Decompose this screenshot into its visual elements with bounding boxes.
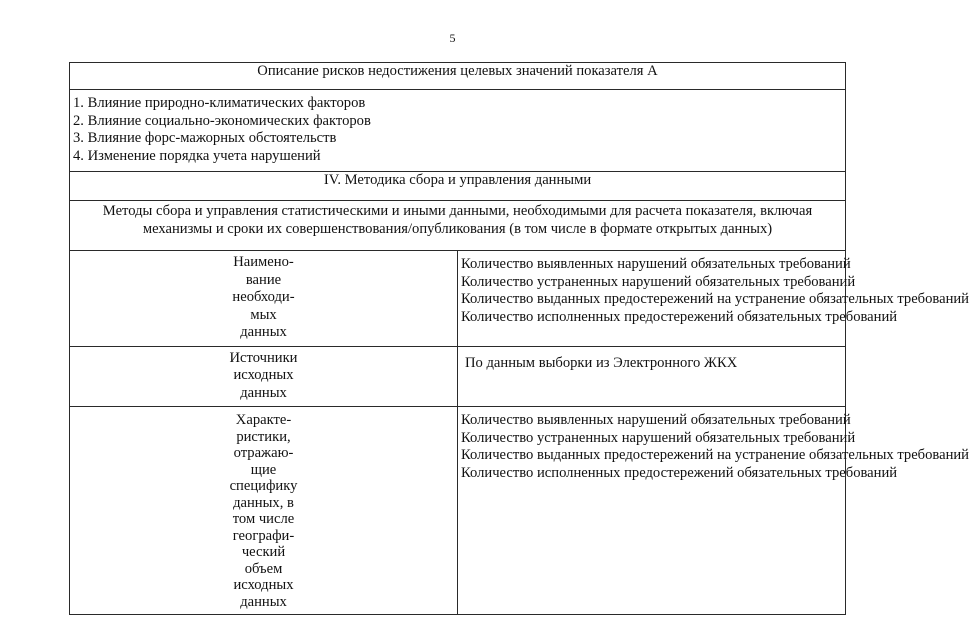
methods-text: Методы сбора и управления статистическими и иными данными, необходимыми для расчета показателя, включая механизмы и сроки их совершенствования/опубликования (в том числе в формате открытых данных) [70, 201, 846, 251]
characteristic-item: Количество выявленных нарушений обязательных требований [461, 412, 851, 428]
label-line: ристики, [236, 428, 291, 445]
page-number: 5 [449, 31, 456, 45]
risk-item: 2. Влияние социально-экономических факторов [73, 112, 371, 129]
methods-row [70, 201, 846, 251]
characteristic-item: Количество исполненных предостережений обязательных требований [461, 464, 898, 481]
data-name-item: Количество устраненных нарушений обязательных требований [461, 273, 856, 290]
characteristics-label [70, 407, 458, 615]
characteristics-row [70, 407, 846, 615]
risk-list-row [70, 90, 846, 172]
label-line: необходи- [232, 289, 295, 305]
label-line: географи- [232, 527, 295, 544]
characteristic-item: Количество устраненных нарушений обязательных требований [461, 429, 856, 446]
risk-item: 3. Влияние форс-мажорных обстоятельств [73, 130, 337, 146]
label-line: отражаю- [233, 445, 294, 461]
data-names-row [70, 251, 846, 347]
label-line: мых [250, 306, 277, 323]
label-line: данных [240, 593, 287, 610]
label-line: вание [245, 271, 282, 288]
label-line: объем [244, 560, 283, 577]
sources-row [70, 346, 846, 407]
label-line: специфику [229, 478, 298, 494]
section-title: IV. Методика сбора и управления данными [70, 172, 846, 201]
risk-title-row [70, 63, 846, 90]
label-line: щие [250, 461, 277, 478]
characteristic-item: Количество выданных предостережений на устранение обязательных требований [461, 447, 969, 463]
label-line: Источники [229, 349, 298, 366]
data-name-item: Количество выданных предостережений на устранение обязательных требований [461, 291, 969, 307]
risk-list [70, 90, 846, 172]
document-table [69, 62, 969, 615]
label-line: исходных [233, 367, 294, 383]
data-name-item: Количество выявленных нарушений обязательных требований [461, 256, 851, 272]
risk-title: Описание рисков недостижения целевых значений показателя А [70, 63, 846, 90]
label-line: Характе- [235, 412, 292, 428]
sources-text: По данным выборки из Электронного ЖКХ [458, 346, 846, 407]
label-line: том числе [232, 511, 295, 527]
risk-item: 4. Изменение порядка учета нарушений [73, 147, 321, 164]
data-names-label [70, 251, 458, 347]
risk-item: 1. Влияние природно-климатических факторов [73, 95, 366, 111]
data-names-list [458, 251, 969, 347]
label-line: Наимено- [233, 254, 294, 270]
label-line: ческий [241, 544, 286, 560]
label-line: данных [240, 384, 287, 401]
data-name-item: Количество исполненных предостережений обязательных требований [461, 308, 898, 325]
label-line: исходных [233, 577, 294, 593]
label-line: данных [240, 324, 287, 340]
characteristics-list [458, 407, 969, 615]
sources-label [70, 346, 458, 407]
label-line: данных, в [233, 494, 294, 511]
section-title-row [70, 172, 846, 201]
